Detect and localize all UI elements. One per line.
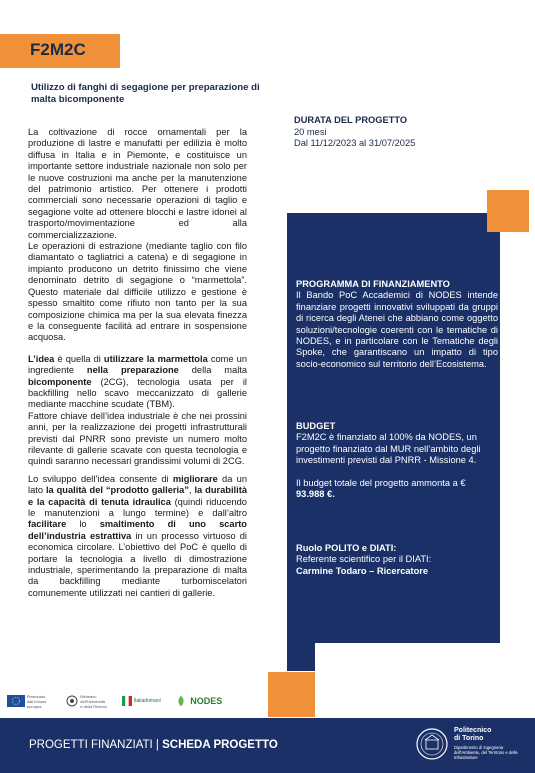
- bold-text: bicomponente: [28, 376, 92, 387]
- eu-logo-text: Finanziato dall'Unione europea: [26, 693, 47, 709]
- footer-right-text: SCHEDA PROGETTO: [162, 739, 278, 751]
- bold-text: nella preparazione: [86, 365, 179, 376]
- footer-bar: [0, 718, 535, 773]
- paragraph-context: La coltivazione di rocce ornamentali per la produzione di lastre e manufatti per edilizia è molto diffusa in Italia e in Piemonte, e costituisce un importante settore industriale nazionale non solo per le nuove costruzioni ma anche per la manutenzione del patrimonio artistico. Per ottenere i prodotti commerciali sono necessarie operazioni di taglio e segagione volte ad ottenere blocchi e lastre idonei al trasporto/movimentazione ed alla commercializzazione.: [28, 127, 247, 240]
- description-column: [28, 127, 247, 605]
- text: in un processo virtuoso di economica circolare. L’obiettivo del PoC è quello di portare la tecnologia a livello di dimostrazione industriale, sperimentando la preparazione di malta da backfilling mediante turbomiscelatori comunemente utilizzati nei cantieri di gallerie.: [28, 530, 248, 598]
- paragraph-pnrr: Fattore chiave dell’idea industriale è che nei prossini anni, per la realizzazione dei progetti infrastrutturali previsti dal PNRR sono previste un numero molto rilevante di gallerie scavate con questa tecnologia e quindi saranno necessari grandissimi volumi di 2CG.: [28, 410, 247, 467]
- text: ,: [188, 485, 195, 496]
- eu-logo: [7, 694, 53, 709]
- italiadomani-text: Italiadomani: [133, 698, 161, 704]
- leaf-icon: [174, 695, 188, 707]
- footer-label: [29, 739, 278, 751]
- text: (quindi riducendo le manutenzioni a lungo termine) e dall’altro: [28, 496, 247, 518]
- text: Lo sviluppo dell’idea consente di: [28, 473, 173, 484]
- title-tab: [0, 34, 120, 68]
- text: (2CG), tecnologia usata per il backfilling nello scavo meccanizzato di gallerie mediante macchine scudate (TBM).: [28, 376, 247, 410]
- mur-logo: [66, 694, 108, 709]
- duration-heading: DURATA DEL PROGETTO: [294, 115, 408, 125]
- budget-text: F2M2C è finanziato al 100% da NODES, un progetto finanziato dal MUR nell’ambito degli investimenti previsti dal PNRR - Missione 4.: [296, 432, 481, 466]
- project-subtitle: Utilizzo di fanghi di segagione per preparazione di malta bicomponente: [31, 82, 260, 105]
- emblem-icon: [66, 695, 78, 707]
- project-code: F2M2C: [30, 40, 86, 59]
- decor-square-bottom: [268, 672, 315, 717]
- polito-logo: [415, 727, 524, 761]
- bold-text: smaltimento di uno scarto dell’industria estrattiva: [28, 519, 247, 541]
- bold-text: L’idea: [28, 353, 55, 364]
- role-heading: Ruolo POLITO e DIATI:: [296, 543, 397, 553]
- bold-text: la durabilità e la capacità di tenuta idraulica: [28, 485, 247, 507]
- footer-left-text: PROGETTI FINANZIATI |: [29, 739, 163, 751]
- text: come un ingrediente: [28, 353, 247, 376]
- budget-heading: BUDGET: [296, 421, 336, 431]
- text: lo: [66, 519, 100, 530]
- decor-square-upper-panel: [487, 190, 529, 232]
- paragraph-marmettola: Le operazioni di estrazione (mediante taglio con filo diamantato o tagliatrici a catena) e di segagione in impianto producono un detrito finissimo che viene denominato detrito di segagione o “marmettola”. Questo materiale dal difficile utilizzo e gestione è spesso smaltito come rifiuto non tanto per la sua composizione chimica ma per la sua elevata finezza e la conseguente facilità ad entrare in sospensione acquosa.: [28, 241, 247, 343]
- paragraph-development: [28, 474, 247, 599]
- decor-square-bottom-navy: [287, 643, 315, 671]
- bold-text: facilitare: [28, 519, 67, 530]
- polito-name-1: Politecnico: [454, 727, 492, 734]
- budget-total-value: 93.988 €.: [296, 489, 335, 500]
- funding-heading: PROGRAMMA DI FINANZIAMENTO: [296, 279, 450, 289]
- polito-name-2: di Torino: [454, 735, 484, 742]
- role-line: Referente scientifico per il DIATI:: [296, 554, 432, 565]
- role-person: Carmine Todaro – Ricercatore: [296, 565, 429, 576]
- eu-flag-icon: [7, 695, 25, 707]
- funding-section: [296, 279, 498, 370]
- italiadomani-logo: [122, 695, 161, 707]
- info-panel: [287, 213, 500, 643]
- text: della malta: [178, 365, 248, 376]
- bold-text: migliorare: [172, 473, 218, 484]
- duration-range: Dal 11/12/2023 al 31/07/2025: [294, 138, 416, 148]
- funding-text: Il Bando PoC Accademici di NODES intende finanziare progetti innovativi sviluppati da gruppi di ricerca degli Atenei che abbiano come oggetto soluzioni/tecnologie coerenti con le tematiche di NODES, e in particolare con le Tematiche degli Spoke, che garantiscano un impatto di tipo socio-economico sul territorio dell’Ecosistema.: [296, 290, 498, 369]
- polito-text: [454, 727, 524, 760]
- logo-strip: [0, 684, 229, 718]
- budget-section: [296, 421, 498, 500]
- text: da un lato: [28, 473, 247, 496]
- mur-logo-text: Ministero dell'Università e della Ricerca: [80, 693, 107, 709]
- department-name: Dipartimento di Ingegneria dell'Ambiente, del Territorio e delle Infrastrutture: [454, 745, 518, 760]
- flag-icon: [122, 695, 132, 707]
- paragraph-idea: [28, 354, 247, 411]
- nodes-logo: [174, 695, 222, 707]
- bold-text: la qualità del “prodotto galleria”: [45, 485, 189, 496]
- bold-text: utilizzare la marmettola: [103, 353, 208, 364]
- budget-total-label: Il budget totale del progetto ammonta a €: [296, 477, 466, 488]
- text: è quella di: [54, 353, 104, 364]
- nodes-text: NODES: [190, 696, 223, 706]
- duration-months: 20 mesi: [294, 126, 327, 137]
- polito-seal-icon: [415, 727, 449, 761]
- duration-box: [294, 115, 494, 150]
- role-section: [296, 543, 498, 577]
